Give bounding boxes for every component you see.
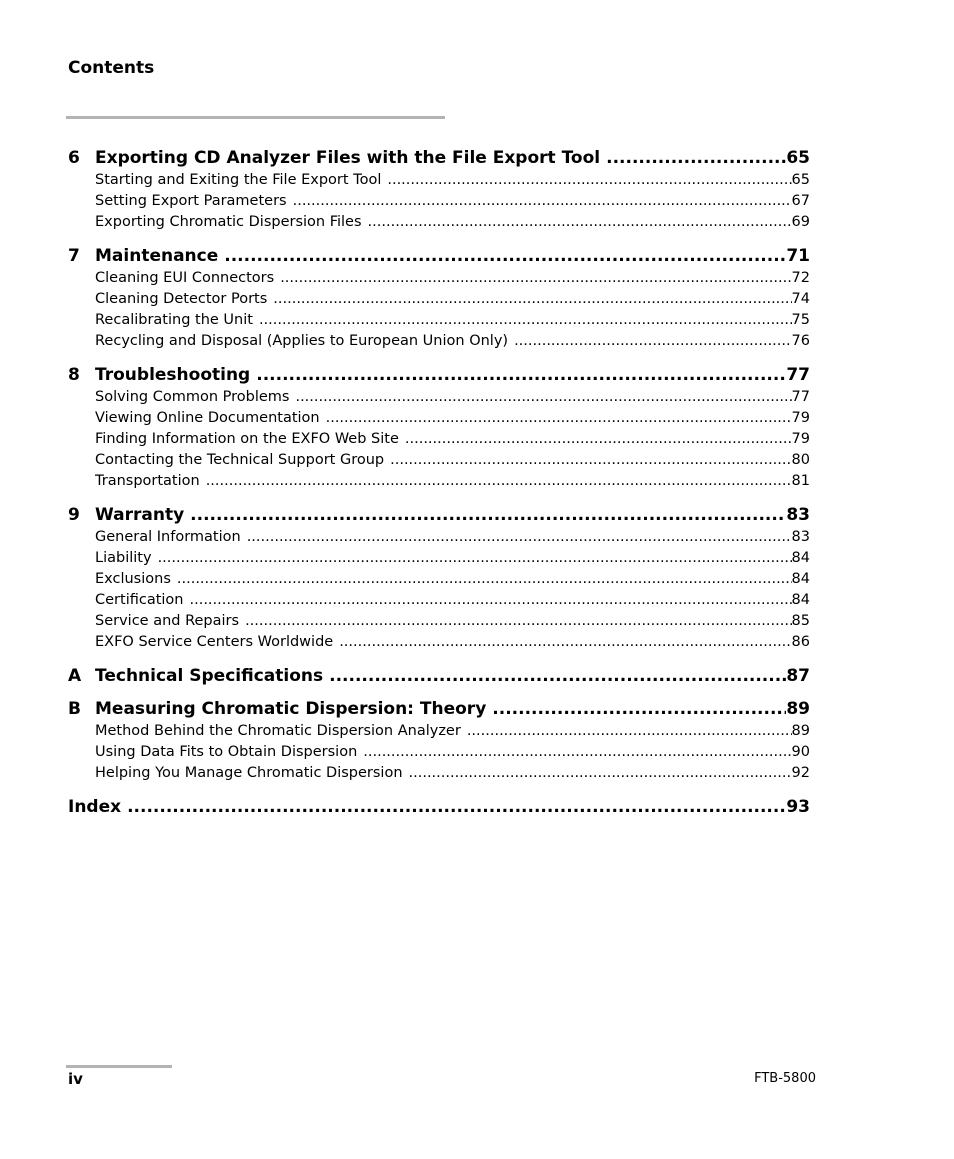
toc-section-entry[interactable] bbox=[68, 270, 810, 291]
section-page-number: 67 bbox=[791, 193, 810, 209]
toc-section-entry[interactable] bbox=[68, 452, 810, 473]
toc-chapter-entry[interactable] bbox=[68, 365, 810, 387]
section-title: General Information bbox=[95, 529, 241, 545]
section-page-number: 92 bbox=[791, 765, 810, 781]
dot-leader bbox=[245, 613, 791, 629]
toc-section-entry[interactable] bbox=[68, 431, 810, 452]
dot-leader bbox=[190, 592, 792, 608]
page-title: Contents bbox=[68, 58, 155, 78]
section-page-number: 65 bbox=[791, 172, 810, 188]
dot-leader bbox=[158, 550, 792, 566]
section-title: Liability bbox=[95, 550, 152, 566]
dot-leader bbox=[127, 797, 786, 817]
chapter-number: B bbox=[68, 699, 81, 719]
toc-section-entry[interactable] bbox=[68, 172, 810, 193]
section-page-number: 83 bbox=[791, 529, 810, 545]
section-page-number: 80 bbox=[791, 452, 810, 468]
toc-section-entry[interactable] bbox=[68, 613, 810, 634]
chapter-page-number: 65 bbox=[786, 148, 810, 168]
chapter-title: Maintenance bbox=[95, 246, 219, 266]
section-title: Cleaning EUI Connectors bbox=[95, 270, 275, 286]
section-page-number: 84 bbox=[791, 571, 810, 587]
section-page-number: 76 bbox=[791, 333, 810, 349]
footer-divider bbox=[66, 1065, 172, 1068]
chapter-page-number: 77 bbox=[786, 365, 810, 385]
chapter-number: 6 bbox=[68, 148, 80, 168]
toc-chapter-entry[interactable] bbox=[68, 699, 810, 721]
toc-section-entry[interactable] bbox=[68, 389, 810, 410]
section-title: Exclusions bbox=[95, 571, 171, 587]
section-page-number: 90 bbox=[791, 744, 810, 760]
section-title: Service and Repairs bbox=[95, 613, 240, 629]
dot-leader bbox=[339, 634, 791, 650]
section-page-number: 81 bbox=[791, 473, 810, 489]
section-page-number: 85 bbox=[791, 613, 810, 629]
section-title: Finding Information on the EXFO Web Site bbox=[95, 431, 399, 447]
toc-section-entry[interactable] bbox=[68, 333, 810, 354]
section-page-number: 69 bbox=[791, 214, 810, 230]
dot-leader bbox=[190, 505, 786, 525]
toc-chapter-entry[interactable] bbox=[68, 148, 810, 170]
toc-chapter bbox=[68, 365, 810, 494]
section-title: Helping You Manage Chromatic Dispersion bbox=[95, 765, 403, 781]
section-page-number: 84 bbox=[791, 550, 810, 566]
section-title: Using Data Fits to Obtain Dispersion bbox=[95, 744, 358, 760]
chapter-page-number: 89 bbox=[786, 699, 810, 719]
table-of-contents bbox=[68, 148, 810, 830]
dot-leader bbox=[224, 246, 786, 266]
dot-leader bbox=[280, 270, 791, 286]
toc-chapter-entry[interactable] bbox=[68, 797, 810, 819]
toc-chapter-entry[interactable] bbox=[68, 505, 810, 527]
chapter-page-number: 83 bbox=[786, 505, 810, 525]
dot-leader bbox=[387, 172, 791, 188]
dot-leader bbox=[259, 312, 792, 328]
dot-leader bbox=[368, 214, 792, 230]
dot-leader bbox=[405, 431, 792, 447]
dot-leader bbox=[273, 291, 791, 307]
section-title: Recycling and Disposal (Applies to European Union Only) bbox=[95, 333, 509, 349]
section-page-number: 77 bbox=[791, 389, 810, 405]
toc-section-entry[interactable] bbox=[68, 765, 810, 786]
toc-section-entry[interactable] bbox=[68, 473, 810, 494]
toc-section-entry[interactable] bbox=[68, 550, 810, 571]
chapter-number: 8 bbox=[68, 365, 80, 385]
chapter-number: 7 bbox=[68, 246, 80, 266]
section-title: Method Behind the Chromatic Dispersion Analyzer bbox=[95, 723, 461, 739]
dot-leader bbox=[206, 473, 792, 489]
toc-chapter bbox=[68, 505, 810, 655]
section-title: Solving Common Problems bbox=[95, 389, 290, 405]
chapter-page-number: 93 bbox=[786, 797, 810, 817]
toc-section-entry[interactable] bbox=[68, 634, 810, 655]
section-title: Starting and Exiting the File Export Tool bbox=[95, 172, 382, 188]
section-title: Contacting the Technical Support Group bbox=[95, 452, 385, 468]
toc-chapter bbox=[68, 666, 810, 688]
section-title: Cleaning Detector Ports bbox=[95, 291, 268, 307]
toc-section-entry[interactable] bbox=[68, 744, 810, 765]
chapter-title: Measuring Chromatic Dispersion: Theory bbox=[95, 699, 487, 719]
section-page-number: 74 bbox=[791, 291, 810, 307]
header-divider bbox=[66, 116, 445, 119]
toc-section-entry[interactable] bbox=[68, 592, 810, 613]
dot-leader bbox=[492, 699, 786, 719]
dot-leader bbox=[606, 148, 786, 168]
section-page-number: 75 bbox=[791, 312, 810, 328]
dot-leader bbox=[363, 744, 791, 760]
dot-leader bbox=[514, 333, 791, 349]
dot-leader bbox=[295, 389, 791, 405]
dot-leader bbox=[467, 723, 792, 739]
dot-leader bbox=[329, 666, 786, 686]
toc-chapter-entry[interactable] bbox=[68, 246, 810, 268]
dot-leader bbox=[326, 410, 792, 426]
dot-leader bbox=[256, 365, 786, 385]
chapter-title: Warranty bbox=[95, 505, 185, 525]
chapter-title: Troubleshooting bbox=[95, 365, 251, 385]
section-page-number: 72 bbox=[791, 270, 810, 286]
section-title: Transportation bbox=[95, 473, 200, 489]
chapter-title: Index bbox=[68, 797, 122, 817]
toc-chapter-entry[interactable] bbox=[68, 666, 810, 688]
section-title: EXFO Service Centers Worldwide bbox=[95, 634, 334, 650]
toc-chapter bbox=[68, 699, 810, 786]
chapter-number: A bbox=[68, 666, 82, 686]
chapter-page-number: 87 bbox=[786, 666, 810, 686]
section-title: Exporting Chromatic Dispersion Files bbox=[95, 214, 362, 230]
toc-section-entry[interactable] bbox=[68, 410, 810, 431]
toc-section-entry[interactable] bbox=[68, 214, 810, 235]
toc-section-entry[interactable] bbox=[68, 529, 810, 550]
chapter-title: Technical Specifications bbox=[95, 666, 324, 686]
section-title: Recalibrating the Unit bbox=[95, 312, 253, 328]
toc-section-entry[interactable] bbox=[68, 193, 810, 214]
section-page-number: 79 bbox=[791, 431, 810, 447]
dot-leader bbox=[177, 571, 792, 587]
chapter-page-number: 71 bbox=[786, 246, 810, 266]
toc-chapter bbox=[68, 148, 810, 235]
toc-section-entry[interactable] bbox=[68, 291, 810, 312]
dot-leader bbox=[247, 529, 792, 545]
page-number: iv bbox=[68, 1070, 83, 1088]
section-title: Certification bbox=[95, 592, 184, 608]
product-name: FTB-5800 bbox=[754, 1071, 816, 1086]
toc-section-entry[interactable] bbox=[68, 312, 810, 333]
toc-section-entry[interactable] bbox=[68, 571, 810, 592]
toc-section-entry[interactable] bbox=[68, 723, 810, 744]
section-page-number: 79 bbox=[791, 410, 810, 426]
chapter-number: 9 bbox=[68, 505, 80, 525]
dot-leader bbox=[293, 193, 792, 209]
chapter-title: Exporting CD Analyzer Files with the File Export Tool bbox=[95, 148, 601, 168]
toc-chapter bbox=[68, 797, 810, 819]
section-title: Viewing Online Documentation bbox=[95, 410, 320, 426]
toc-chapter bbox=[68, 246, 810, 354]
section-title: Setting Export Parameters bbox=[95, 193, 287, 209]
section-page-number: 89 bbox=[791, 723, 810, 739]
dot-leader bbox=[390, 452, 791, 468]
section-page-number: 86 bbox=[791, 634, 810, 650]
dot-leader bbox=[409, 765, 792, 781]
section-page-number: 84 bbox=[791, 592, 810, 608]
